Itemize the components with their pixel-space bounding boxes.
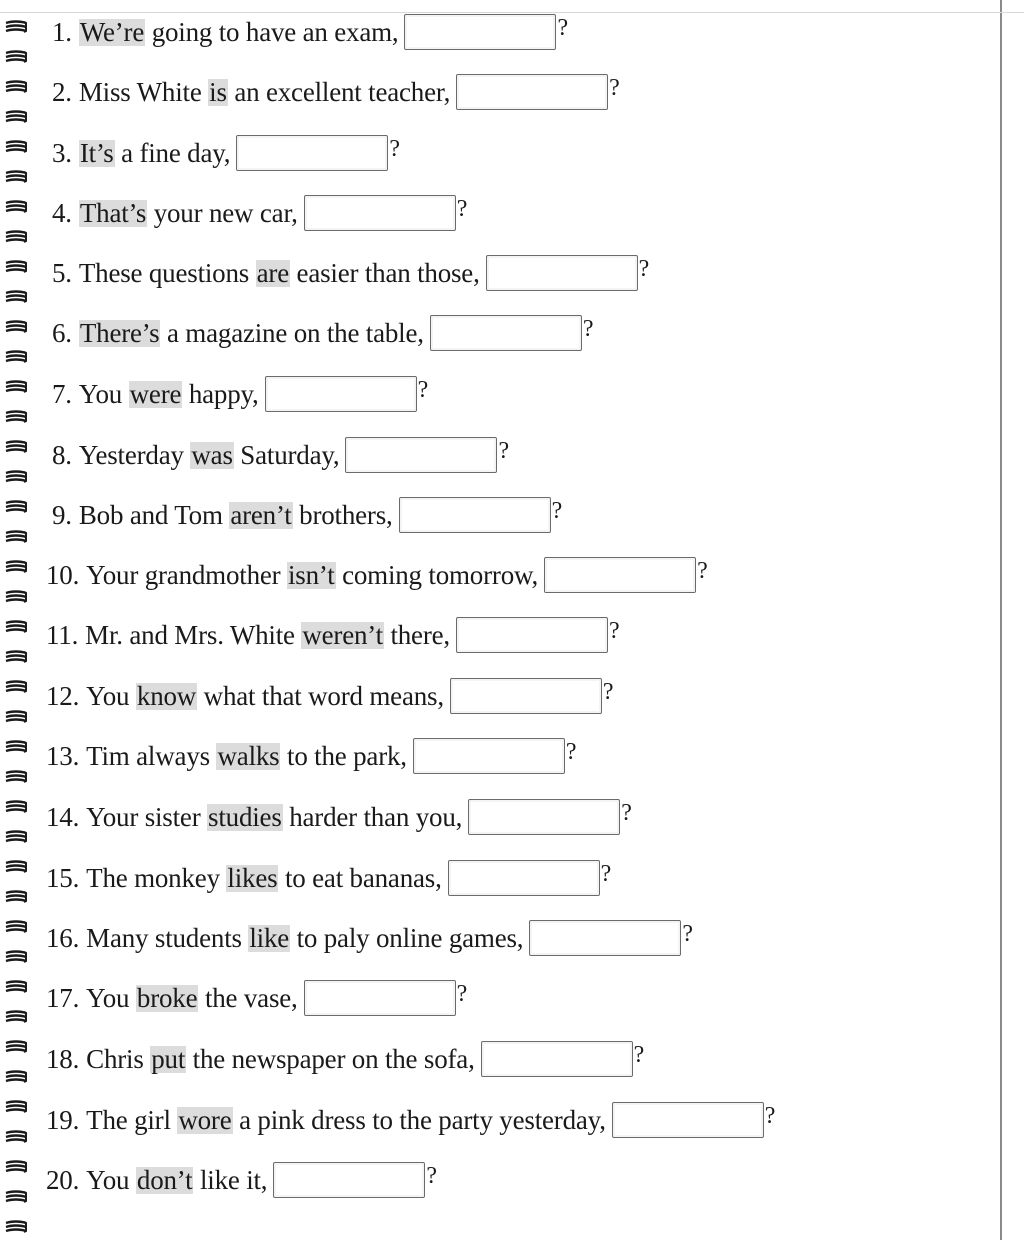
item-text-after: to the park, [280,740,407,771]
answer-blank[interactable] [404,14,556,50]
highlighted-verb: broke [136,982,198,1013]
answer-blank[interactable] [236,135,388,171]
item-number: 6. [52,317,72,348]
highlighted-verb: put [151,1043,186,1074]
question-mark: ? [600,861,612,887]
highlighted-verb: is [209,76,227,107]
item-number: 14. [46,801,80,832]
exercise-item [52,369,428,419]
answer-blank[interactable] [265,376,417,412]
exercise-item [46,550,708,600]
item-text-before: Your grandmother [86,559,287,590]
highlighted-verb: There’s [79,317,160,348]
item-text-before: Mr. and Mrs. White [85,619,302,650]
highlighted-verb: was [191,439,233,470]
item-number: 15. [46,862,80,893]
item-text-after: a magazine on the table, [160,317,424,348]
item-text-before: The girl [86,1104,178,1135]
question-mark: ? [557,15,568,41]
item-text-after: Saturday, [233,439,340,470]
answer-blank[interactable] [413,738,565,774]
item-text-after: to paly online games, [290,922,524,953]
item-text-after: the newspaper on the sofa, [186,1043,475,1074]
item-number: 18. [46,1043,80,1074]
item-text-before: You [78,378,129,409]
item-number: 8. [52,439,72,470]
item-text-after: harder than you, [282,801,463,832]
question-mark: ? [582,316,594,342]
highlighted-verb: don’t [136,1164,193,1195]
item-text-after: what that word means, [197,680,444,711]
exercise-item [52,248,649,298]
question-mark: ? [565,739,577,765]
highlighted-verb: weren’t [302,619,383,650]
item-text-after: a fine day, [114,137,231,168]
item-text-after: going to have an exam, [145,16,399,47]
highlighted-verb: aren’t [230,499,292,530]
question-mark: ? [456,981,468,1007]
item-text-after: like it, [193,1164,268,1195]
highlighted-verb: are [256,257,289,288]
question-mark: ? [417,377,429,403]
item-text-after: the vase, [198,982,298,1013]
exercise-item [52,490,562,540]
highlighted-verb: wore [178,1104,232,1135]
highlighted-verb: walks [217,740,280,771]
item-number: 16. [46,922,80,953]
question-mark: ? [426,1163,437,1189]
item-number: 13. [46,740,80,771]
exercise-item [46,792,632,842]
answer-blank[interactable] [456,617,608,653]
question-mark: ? [602,679,614,705]
item-text-after: a pink dress to the party yesterday, [232,1104,606,1135]
item-number: 5. [52,257,72,288]
question-mark: ? [456,196,468,222]
highlighted-verb: isn’t [288,559,335,590]
exercise-item [46,731,576,781]
answer-blank[interactable] [430,315,582,351]
question-mark: ? [633,1042,645,1068]
item-number: 7. [52,378,72,409]
highlighted-verb: know [136,680,197,711]
answer-blank[interactable] [529,920,681,956]
highlighted-verb: like [249,922,290,953]
item-number: 11. [46,619,79,650]
highlighted-verb: were [129,378,182,409]
exercise-item [46,1034,644,1084]
answer-blank[interactable] [345,437,497,473]
answer-blank[interactable] [486,255,638,291]
item-text-after: to eat bananas, [278,862,442,893]
item-number: 2. [52,76,72,107]
exercise-item [52,188,467,238]
question-mark: ? [498,438,509,464]
question-mark: ? [389,136,400,162]
item-text-before: Yesterday [78,439,191,470]
exercise-item [46,1155,437,1205]
highlighted-verb: studies [208,801,282,832]
exercise-item [46,973,467,1023]
item-text-before: You [86,1164,136,1195]
question-mark: ? [764,1103,776,1129]
item-text-before: Your sister [86,801,208,832]
item-text-before: Bob and Tom [78,499,230,530]
item-text-before: Chris [86,1043,151,1074]
item-number: 9. [52,499,72,530]
item-text-before: You [86,680,136,711]
exercise-item [46,671,613,721]
item-text-after: coming tomorrow, [335,559,539,590]
item-number: 4. [52,197,72,228]
question-mark: ? [609,75,620,101]
answer-blank[interactable] [304,195,456,231]
item-number: 12. [46,680,80,711]
item-text-after: an excellent teacher, [227,76,451,107]
answer-blank[interactable] [399,497,551,533]
item-text-before: Miss White [78,76,209,107]
item-text-before: The monkey [86,862,227,893]
item-text-before: Tim always [86,740,217,771]
item-text-after: your new car, [147,197,298,228]
question-mark: ? [621,800,632,826]
exercise-item [52,67,620,117]
item-text-after: happy, [182,378,259,409]
highlighted-verb: likes [227,862,278,893]
exercise-item [52,308,593,358]
item-text-after: easier than those, [290,257,480,288]
item-number: 19. [46,1104,80,1135]
answer-blank[interactable] [456,74,608,110]
highlighted-verb: We’re [79,16,145,47]
answer-blank[interactable] [468,799,620,835]
item-text-before: Many students [86,922,249,953]
item-text-before: You [86,982,136,1013]
exercise-item [46,913,693,963]
question-mark: ? [682,921,693,947]
answer-blank[interactable] [450,678,602,714]
exercise-item [46,853,611,903]
answer-blank[interactable] [448,860,600,896]
answer-blank[interactable] [612,1102,764,1138]
highlighted-verb: That’s [79,197,147,228]
item-text-before: These questions [78,257,256,288]
item-text-after: there, [383,619,450,650]
answer-blank[interactable] [481,1041,633,1077]
highlighted-verb: It’s [79,137,114,168]
question-mark: ? [608,618,620,644]
exercise-item [46,1095,775,1145]
answer-blank[interactable] [304,980,456,1016]
item-number: 10. [46,559,80,590]
exercise-item [46,610,619,660]
item-number: 3. [52,137,72,168]
item-text-after: brothers, [292,499,393,530]
item-number: 1. [52,16,72,47]
exercise-item [52,430,509,480]
question-mark: ? [697,558,708,584]
question-mark: ? [638,256,650,282]
item-number: 17. [46,982,80,1013]
exercise-item [52,7,568,57]
question-mark: ? [551,498,563,524]
answer-blank[interactable] [273,1162,425,1198]
item-number: 20. [46,1164,80,1195]
exercise-item [52,128,400,178]
answer-blank[interactable] [544,557,696,593]
